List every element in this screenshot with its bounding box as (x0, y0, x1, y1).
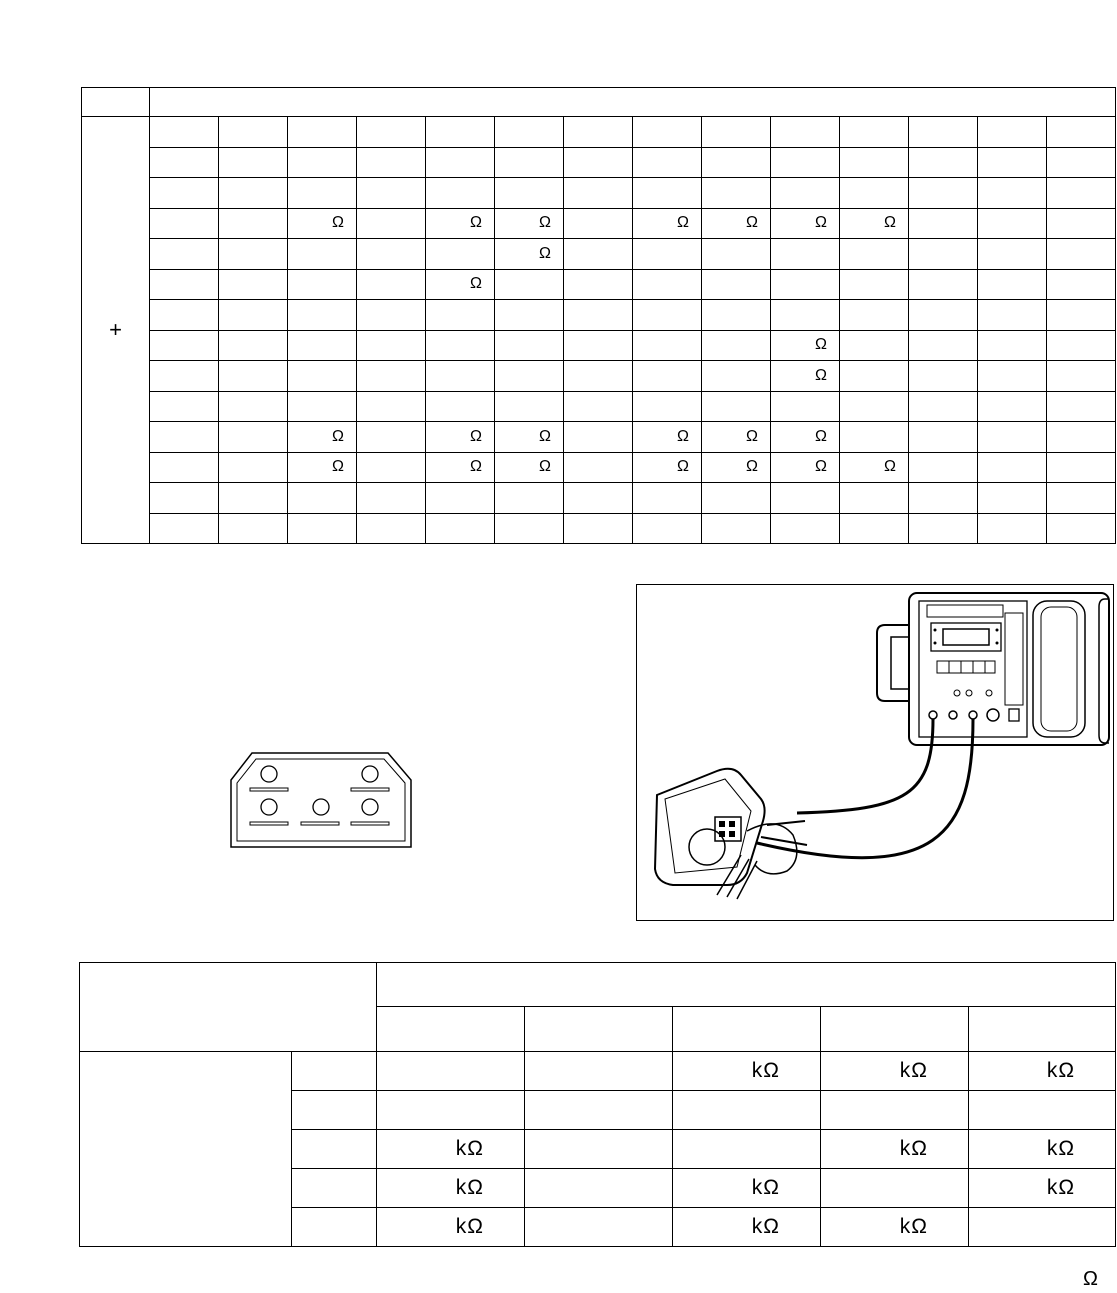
table-cell: kΩ (969, 1169, 1116, 1208)
table-cell (495, 391, 564, 422)
table-cell (219, 300, 288, 331)
table-cell: kΩ (377, 1169, 525, 1208)
table-cell (357, 422, 426, 453)
table-cell (702, 178, 771, 209)
table-cell (357, 513, 426, 544)
table-cell (564, 361, 633, 392)
table-cell (525, 1130, 673, 1169)
table-cell (357, 178, 426, 209)
table-cell (357, 330, 426, 361)
table-cell: Ω (771, 208, 840, 239)
table-cell (771, 269, 840, 300)
table-cell (633, 117, 702, 148)
corner-cell (82, 88, 150, 117)
table-cell (150, 391, 219, 422)
table-cell: kΩ (673, 1169, 821, 1208)
table-cell (495, 513, 564, 544)
table-cell (426, 178, 495, 209)
column-header-cell (673, 1007, 821, 1052)
table-cell (357, 391, 426, 422)
table-cell (909, 452, 978, 483)
table-cell (771, 178, 840, 209)
table-cell (357, 483, 426, 514)
table-cell: Ω (426, 422, 495, 453)
table-cell (1047, 117, 1116, 148)
table-cell (771, 239, 840, 270)
table-cell (564, 239, 633, 270)
table-cell (426, 513, 495, 544)
table-cell (633, 300, 702, 331)
table-cell (219, 391, 288, 422)
table-cell (771, 300, 840, 331)
table-cell (840, 178, 909, 209)
table-cell (633, 330, 702, 361)
table-cell (969, 1208, 1116, 1247)
column-header-cell (969, 1007, 1116, 1052)
continuity-table (81, 87, 1116, 544)
row-label-cell (292, 1091, 377, 1130)
table-cell: Ω (771, 330, 840, 361)
table-cell (633, 361, 702, 392)
table-cell (909, 391, 978, 422)
table-cell (909, 422, 978, 453)
table-cell (150, 422, 219, 453)
table-cell (909, 117, 978, 148)
table-cell (150, 117, 219, 148)
table-cell (978, 513, 1047, 544)
table-cell (288, 361, 357, 392)
table-cell (357, 452, 426, 483)
table-cell (1047, 391, 1116, 422)
corner-cell (80, 963, 377, 1052)
table-cell (219, 208, 288, 239)
table-cell (564, 147, 633, 178)
row-label-cell (292, 1208, 377, 1247)
table-cell (673, 1091, 821, 1130)
table-cell (495, 269, 564, 300)
table-cell (150, 361, 219, 392)
table-cell (564, 300, 633, 331)
table-cell (525, 1169, 673, 1208)
table-cell (633, 391, 702, 422)
table-cell: Ω (288, 452, 357, 483)
table-cell (564, 422, 633, 453)
table-cell: Ω (771, 361, 840, 392)
table-cell (978, 208, 1047, 239)
table-cell (219, 239, 288, 270)
table-cell (978, 269, 1047, 300)
table-cell (702, 239, 771, 270)
table-cell (978, 391, 1047, 422)
table-cell (978, 300, 1047, 331)
table-cell (633, 178, 702, 209)
table-cell (673, 1130, 821, 1169)
table-cell (525, 1208, 673, 1247)
table-cell (219, 452, 288, 483)
table-cell (150, 300, 219, 331)
table-cell (702, 269, 771, 300)
table-cell (771, 147, 840, 178)
table-cell (821, 1091, 969, 1130)
table-cell: Ω (426, 269, 495, 300)
table-cell (288, 300, 357, 331)
table-cell (909, 513, 978, 544)
plus-probe-label: + (82, 117, 150, 544)
table-cell: kΩ (377, 1208, 525, 1247)
row-label-cell (292, 1052, 377, 1091)
table-cell: Ω (426, 208, 495, 239)
table-cell (702, 391, 771, 422)
table-cell (1047, 300, 1116, 331)
table-cell (702, 483, 771, 514)
table-cell (495, 147, 564, 178)
table-cell (357, 361, 426, 392)
table-cell: Ω (702, 422, 771, 453)
resistance-table (79, 962, 1116, 1247)
table-cell (978, 178, 1047, 209)
table-cell (909, 147, 978, 178)
table-cell (288, 117, 357, 148)
table-cell (840, 269, 909, 300)
table-cell (564, 391, 633, 422)
connector-diagram (228, 752, 414, 850)
table-cell (978, 239, 1047, 270)
table-cell (288, 483, 357, 514)
table-cell (219, 361, 288, 392)
table-cell (377, 1091, 525, 1130)
table-cell (357, 269, 426, 300)
column-header-cell (377, 1007, 525, 1052)
table-cell: Ω (840, 208, 909, 239)
table-cell (357, 208, 426, 239)
table-cell (840, 330, 909, 361)
table-cell (633, 269, 702, 300)
table-cell (564, 208, 633, 239)
table-cell (1047, 422, 1116, 453)
table-cell (821, 1169, 969, 1208)
table-cell (495, 483, 564, 514)
table-cell: Ω (288, 208, 357, 239)
table-cell (909, 178, 978, 209)
table-cell (150, 269, 219, 300)
table-cell (288, 239, 357, 270)
table-cell (377, 1052, 525, 1091)
row-label-cell (292, 1130, 377, 1169)
table-cell (288, 178, 357, 209)
header-cell (150, 88, 1116, 117)
table-cell (564, 269, 633, 300)
table-cell (1047, 269, 1116, 300)
table-cell (219, 178, 288, 209)
column-header-cell (525, 1007, 673, 1052)
table-cell: Ω (702, 208, 771, 239)
table-cell (150, 330, 219, 361)
table-cell (495, 300, 564, 331)
table-cell (702, 513, 771, 544)
table-cell: Ω (633, 452, 702, 483)
table-cell (909, 330, 978, 361)
table-cell (426, 117, 495, 148)
table-cell (426, 483, 495, 514)
table-cell (771, 483, 840, 514)
row-group-label (80, 1052, 292, 1247)
table-cell (1047, 452, 1116, 483)
table-cell: Ω (495, 208, 564, 239)
table-cell (288, 147, 357, 178)
table-cell (1047, 239, 1116, 270)
table-cell (840, 513, 909, 544)
table-cell (564, 330, 633, 361)
table-cell: Ω (702, 452, 771, 483)
table-cell (1047, 483, 1116, 514)
table-cell: kΩ (673, 1208, 821, 1247)
table-cell (426, 391, 495, 422)
table-cell: Ω (288, 422, 357, 453)
table-cell (219, 513, 288, 544)
table-cell (978, 147, 1047, 178)
table-cell (1047, 147, 1116, 178)
table-cell (564, 513, 633, 544)
table-cell (219, 422, 288, 453)
table-cell (771, 391, 840, 422)
table-cell (1047, 513, 1116, 544)
table-cell (495, 361, 564, 392)
table-cell (357, 300, 426, 331)
table-cell (1047, 208, 1116, 239)
table-cell (702, 300, 771, 331)
table-cell (564, 483, 633, 514)
table-cell: Ω (495, 422, 564, 453)
table-cell: Ω (771, 422, 840, 453)
table-cell: Ω (426, 452, 495, 483)
unit-symbol: Ω (1083, 1268, 1098, 1290)
table-cell (495, 117, 564, 148)
table-cell: kΩ (969, 1130, 1116, 1169)
table-cell (426, 239, 495, 270)
table-cell (357, 239, 426, 270)
table-cell (978, 117, 1047, 148)
table-cell (978, 330, 1047, 361)
table-cell (633, 239, 702, 270)
table-cell (219, 483, 288, 514)
table-cell (564, 117, 633, 148)
table-cell: Ω (495, 239, 564, 270)
table-cell (840, 391, 909, 422)
table-cell (150, 239, 219, 270)
table-cell (1047, 178, 1116, 209)
table-cell (969, 1091, 1116, 1130)
table-cell (1047, 361, 1116, 392)
table-cell: Ω (633, 422, 702, 453)
header-cell (377, 963, 1116, 1007)
table-cell: Ω (840, 452, 909, 483)
table-cell (909, 269, 978, 300)
table-cell (150, 178, 219, 209)
table-cell (978, 452, 1047, 483)
table-cell (150, 208, 219, 239)
table-cell (978, 483, 1047, 514)
table-cell (702, 330, 771, 361)
table-cell (702, 147, 771, 178)
table-cell (495, 178, 564, 209)
table-cell: Ω (633, 208, 702, 239)
table-cell (1047, 330, 1116, 361)
table-cell: kΩ (969, 1052, 1116, 1091)
table-cell (495, 330, 564, 361)
table-cell (909, 300, 978, 331)
table-cell (978, 422, 1047, 453)
table-cell (771, 513, 840, 544)
table-cell (525, 1091, 673, 1130)
table-cell: kΩ (821, 1130, 969, 1169)
table-cell: kΩ (821, 1208, 969, 1247)
table-cell (564, 178, 633, 209)
table-cell (357, 147, 426, 178)
table-cell (771, 117, 840, 148)
table-cell (840, 239, 909, 270)
table-cell (219, 147, 288, 178)
table-cell (840, 483, 909, 514)
table-cell (219, 117, 288, 148)
table-cell (909, 361, 978, 392)
table-cell (909, 208, 978, 239)
table-cell (288, 269, 357, 300)
table-cell (633, 513, 702, 544)
table-cell (909, 239, 978, 270)
table-cell (219, 269, 288, 300)
table-cell: Ω (771, 452, 840, 483)
table-cell (426, 300, 495, 331)
table-cell (150, 452, 219, 483)
table-cell: kΩ (821, 1052, 969, 1091)
table-cell (840, 147, 909, 178)
table-cell (840, 422, 909, 453)
table-cell (357, 117, 426, 148)
table-cell: kΩ (673, 1052, 821, 1091)
table-cell (633, 483, 702, 514)
table-cell (288, 391, 357, 422)
table-cell (525, 1052, 673, 1091)
tester-illustration (636, 584, 1114, 921)
column-header-cell (821, 1007, 969, 1052)
table-cell (288, 330, 357, 361)
table-cell (564, 452, 633, 483)
table-cell (426, 330, 495, 361)
table-cell (702, 117, 771, 148)
table-cell (426, 361, 495, 392)
table-cell: Ω (495, 452, 564, 483)
table-cell (978, 361, 1047, 392)
table-cell (840, 361, 909, 392)
table-cell (150, 513, 219, 544)
table-cell (702, 361, 771, 392)
table-cell: kΩ (377, 1130, 525, 1169)
table-cell (426, 147, 495, 178)
table-cell (288, 513, 357, 544)
table-cell (840, 300, 909, 331)
table-cell (150, 483, 219, 514)
row-label-cell (292, 1169, 377, 1208)
table-cell (219, 330, 288, 361)
table-cell (150, 147, 219, 178)
table-cell (909, 483, 978, 514)
table-cell (840, 117, 909, 148)
table-cell (633, 147, 702, 178)
